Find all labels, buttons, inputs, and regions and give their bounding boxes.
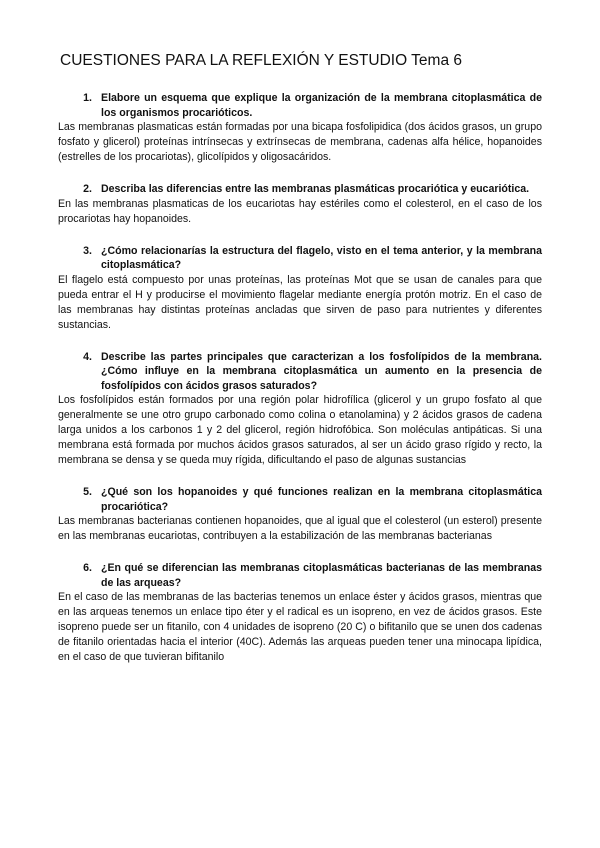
- question-text: ¿Cómo relacionarías la estructura del flagelo, visto en el tema anterior, y la membrana citoplasmática?: [101, 244, 542, 271]
- question-number: 4.: [83, 350, 92, 363]
- question-text: Describe las partes principales que caracterizan a los fosfolípidos de la membrana. ¿Cómo influye en la membrana citoplasmática un aumento en la presencia de fosfolípidos con ácidos grasos saturados?: [101, 350, 542, 392]
- answer-text: En el caso de las membranas de las bacterias tenemos un enlace éster y ácidos grasos, mientras que en las arqueas tenemos un enlace tipo éter y el radical es un isopreno, en vez de ácidos grasos. Este isopreno puede ser un fitanilo, con 4 unidades de isopreno (20 C) o bifitanilo que se unen dos cadenas de fitanilo orientadas hacia el interior (40C). Además las arqueas pueden tener una minocapa lipídica, en el caso de que tuvieran bifitanilo: [58, 591, 542, 663]
- answer-text: En las membranas plasmaticas de los eucariotas hay estériles como el colesterol, en el caso de los procariotas hay hopanoides.: [58, 197, 542, 225]
- question-text: ¿Qué son los hopanoides y qué funciones realizan en la membrana citoplasmática procariótica?: [101, 486, 542, 513]
- question-number: 5.: [83, 486, 92, 498]
- answer-text: Los fosfolípidos están formados por una región polar hidrofílica (glicerol y un grupo fosfato al que generalmente se une otro grupo carbonado como colina o etanolamina) y 2 ácidos grasos de cadena larga unidos a los carbonos 1 y 2 del glicerol, región hidrofóbica. Son moléculas antipáticas. Si una membrana está formada por muchos ácidos grasos saturados, al ser un ácido graso rígido y recto, la membrana se densa y se queda muy rígida, dificultando el paso de algunas sustancias: [58, 394, 542, 466]
- question-heading: [58, 485, 542, 514]
- question-number: 6.: [83, 562, 92, 574]
- question-heading: [58, 244, 542, 273]
- question-heading: [58, 561, 542, 590]
- question-heading: [58, 91, 542, 120]
- page-title: CUESTIONES PARA LA REFLEXIÓN Y ESTUDIO Tema 6: [60, 52, 462, 69]
- question-text: Describa las diferencias entre las membranas plasmáticas procariótica y eucariótica.: [101, 183, 530, 195]
- question-item-2: [58, 182, 542, 227]
- question-number: 1.: [83, 92, 92, 104]
- question-item-6: [58, 561, 542, 665]
- answer-text: El flagelo está compuesto por unas proteínas, las proteínas Mot que se usan de canales para que pueda entrar el H y producirse el movimiento flagelar mediante energía protón motriz. En el caso de las membranas hay distintas proteínas ancladas que sirven de paso para nutrientes y diferentes sustancias.: [58, 273, 542, 331]
- question-text: ¿En qué se diferencian las membranas citoplasmáticas bacterianas de las membranas de las arqueas?: [101, 562, 542, 589]
- answer-text: Las membranas bacterianas contienen hopanoides, que al igual que el colesterol (un esterol) presente en las membranas eucariotas, contribuyen a la estabilización de las membranas bacterianas: [58, 515, 542, 542]
- question-item-1: [58, 91, 542, 165]
- question-number: 2.: [83, 183, 92, 195]
- question-item-3: [58, 244, 542, 333]
- question-number: 3.: [83, 244, 92, 257]
- question-text: Elabore un esquema que explique la organización de la membrana citoplasmática de los organismos procarióticos.: [101, 92, 542, 119]
- answer-text: Las membranas plasmaticas están formadas por una bicapa fosfolipidica (dos ácidos grasos, un grupo fosfato y glicerol) proteínas intrínsecas y extrínsecas de membrana, cadenas alfa hélice, hopanoides (estrelles de los procariotas), glicolípidos y oligosacáridos.: [58, 121, 542, 163]
- question-heading: [58, 182, 542, 197]
- question-item-4: [58, 350, 542, 469]
- question-heading: [58, 350, 542, 394]
- question-item-5: [58, 485, 542, 544]
